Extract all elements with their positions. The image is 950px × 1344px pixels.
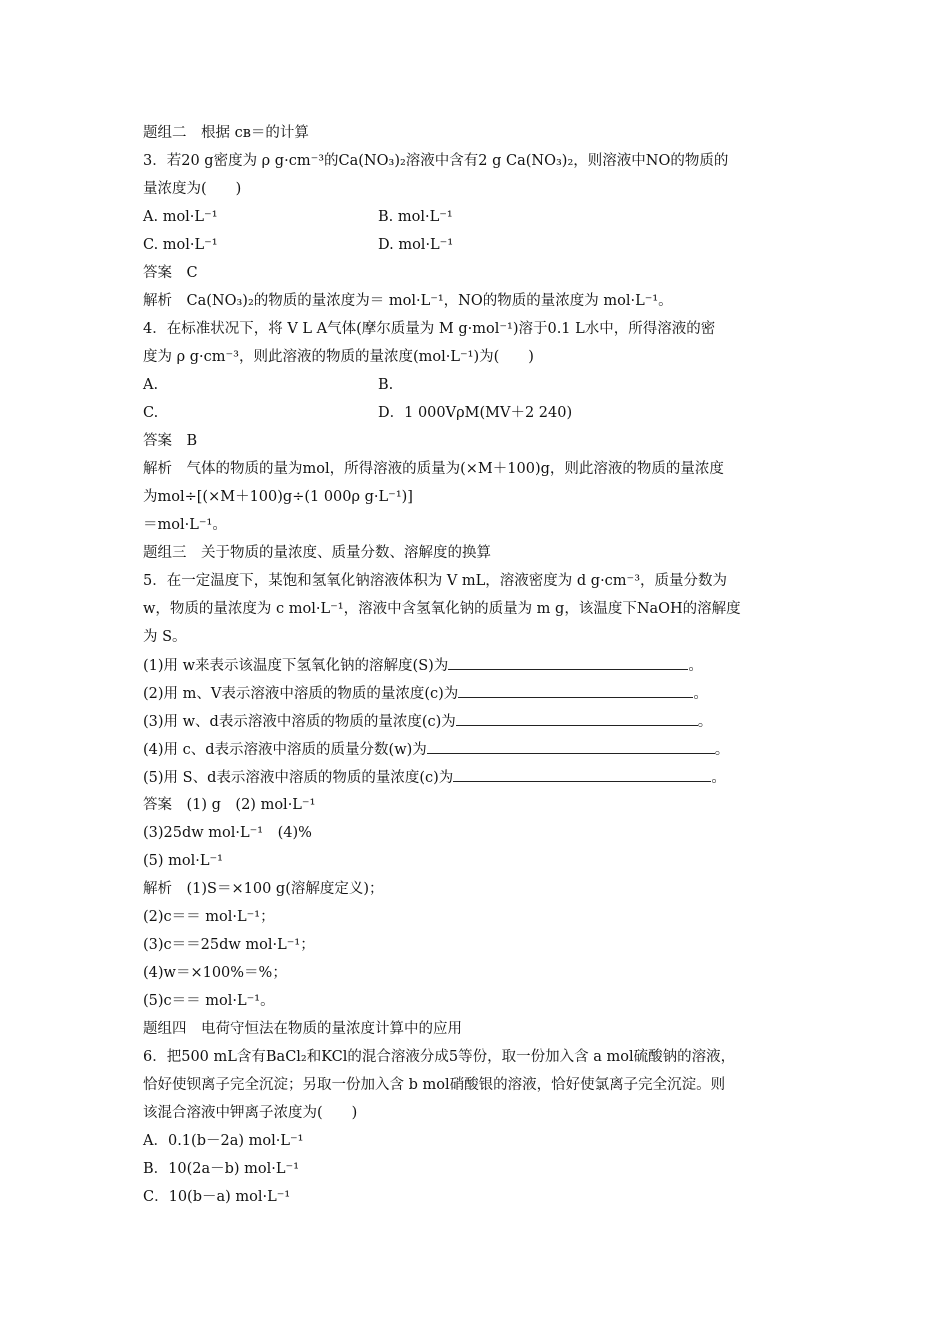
text-line-q5_5	[143, 767, 726, 787]
text-line-q6A	[143, 1131, 303, 1151]
line-text: 解析 (1)S＝×100 g(溶解度定义)；	[143, 881, 384, 897]
text-line-a5c	[143, 851, 223, 871]
text-line-e4c	[143, 515, 227, 535]
line-end-punct: 。	[693, 686, 708, 702]
line-text: C．10(b－a) mol·L⁻¹	[143, 1189, 291, 1205]
text-line-q3C	[143, 235, 218, 255]
text-line-q4a	[143, 319, 715, 339]
line-text: (2)用 m、V表示溶液中溶质的物质的量浓度(c)为	[143, 686, 459, 702]
line-text: (5) mol·L⁻¹	[143, 853, 223, 869]
line-text: 度为 ρ g·cm⁻³，则此溶液的物质的量浓度(mol·L⁻¹)为( )	[143, 349, 534, 365]
text-line-e5a	[143, 879, 384, 899]
text-line-q5_4	[143, 739, 729, 759]
text-line-q5b	[143, 599, 741, 619]
text-line-q5c	[143, 627, 187, 647]
text-line-e5c	[143, 935, 315, 955]
text-line-q3D	[378, 235, 453, 255]
section-heading-g2	[143, 123, 309, 143]
text-line-q6C	[143, 1187, 290, 1207]
text-line-q4b	[143, 347, 534, 367]
line-text: B. mol·L⁻¹	[378, 209, 453, 225]
line-text: 6．把500 mL含有BaCl₂和KCl的混合溶液分成5等份，取一份加入含 a mol硫酸钠的溶液，	[143, 1049, 736, 1065]
line-text: 该混合溶液中钾离子浓度为( )	[143, 1105, 358, 1121]
text-line-q5_3	[143, 711, 712, 731]
answer-blank	[427, 739, 715, 754]
text-line-q4A	[143, 375, 158, 395]
text-line-q5_1	[143, 655, 703, 675]
line-text: (5)用 S、d表示溶液中溶质的物质的量浓度(c)为	[143, 770, 454, 786]
line-text: 量浓度为( )	[143, 181, 242, 197]
text-line-q5_2	[143, 683, 708, 703]
line-text: 解析 气体的物质的量为mol，所得溶液的质量为(×M＋100)g，则此溶液的物质的量浓度	[143, 461, 724, 477]
line-text: (2)c＝＝ mol·L⁻¹；	[143, 909, 275, 925]
line-text: 恰好使钡离子完全沉淀；另取一份加入含 b mol硝酸银的溶液，恰好使氯离子完全沉淀。则	[143, 1077, 726, 1093]
line-text: 题组四 电荷守恒法在物质的量浓度计算中的应用	[143, 1021, 462, 1037]
line-end-punct: 。	[714, 742, 730, 758]
line-text: D. mol·L⁻¹	[378, 237, 454, 253]
line-text: A.	[143, 377, 159, 393]
line-text: D．1 000VρM(MV＋2 240)	[378, 405, 573, 421]
text-line-a3	[143, 263, 198, 283]
line-text: (4)用 c、d表示溶液中溶质的质量分数(w)为	[143, 742, 427, 758]
text-line-q4C	[143, 403, 158, 423]
text-line-q5a	[143, 571, 727, 591]
text-line-e4a	[143, 459, 724, 479]
text-line-q6c	[143, 1103, 357, 1123]
answer-blank	[448, 655, 688, 670]
text-line-q3b	[143, 179, 241, 199]
text-line-e3	[143, 291, 673, 311]
line-text: 为 S。	[143, 629, 187, 645]
section-heading-g3	[143, 543, 491, 563]
text-line-a4	[143, 431, 197, 451]
line-end-punct: 。	[697, 714, 713, 730]
text-line-q6b	[143, 1075, 725, 1095]
line-text: 题组二 根据 cʙ＝的计算	[143, 125, 309, 141]
answer-blank	[458, 683, 693, 698]
line-text: (1)用 w来表示该温度下氢氧化钠的溶解度(S)为	[143, 658, 449, 674]
line-text: (3)25dw mol·L⁻¹ (4)%	[143, 825, 312, 841]
line-text: A. mol·L⁻¹	[143, 209, 218, 225]
line-text: 答案 B	[143, 433, 198, 449]
text-line-q6a	[143, 1047, 735, 1067]
line-text: 题组三 关于物质的量浓度、质量分数、溶解度的换算	[143, 545, 491, 561]
text-line-e4b	[143, 487, 413, 507]
line-text: 4．在标准状况下，将 V L A气体(摩尔质量为 M g·mol⁻¹)溶于0.1 L水中，所得溶液的密	[143, 321, 716, 337]
text-line-q4B	[378, 375, 393, 395]
line-text: (5)c＝＝ mol·L⁻¹。	[143, 993, 275, 1009]
line-text: 为mol÷[(×M＋100)g÷(1 000ρ g·L⁻¹)]	[143, 489, 413, 505]
answer-blank	[456, 711, 698, 726]
line-text: C. mol·L⁻¹	[143, 237, 218, 253]
line-text: 答案 C	[143, 265, 198, 281]
line-text: A．0.1(b－2a) mol·L⁻¹	[143, 1133, 304, 1149]
text-line-q4D	[378, 403, 572, 423]
text-line-q6B	[143, 1159, 299, 1179]
line-end-punct: 。	[688, 658, 703, 674]
line-text: C.	[143, 405, 159, 421]
text-line-e5e	[143, 991, 275, 1011]
text-line-q3a	[143, 151, 728, 171]
line-text: w，物质的量浓度为 c mol·L⁻¹，溶液中含氢氧化钠的质量为 m g，该温度下NaOH的溶解度	[143, 601, 741, 617]
text-line-e5d	[143, 963, 287, 983]
line-text: (3)c＝＝25dw mol·L⁻¹；	[143, 937, 315, 953]
line-text: (3)用 w、d表示溶液中溶质的物质的量浓度(c)为	[143, 714, 456, 730]
text-line-q3B	[378, 207, 453, 227]
line-end-punct: 。	[711, 770, 726, 786]
line-text: (4)w＝×100%＝%；	[143, 965, 287, 981]
line-text: ＝mol·L⁻¹。	[143, 517, 227, 533]
line-text: B.	[378, 377, 394, 393]
section-heading-g4	[143, 1019, 462, 1039]
text-line-a5b	[143, 823, 312, 843]
line-text: 答案 (1) g (2) mol·L⁻¹	[143, 797, 316, 813]
line-text: 5．在一定温度下，某饱和氢氧化钠溶液体积为 V mL，溶液密度为 d g·cm⁻³，质量分数为	[143, 573, 728, 589]
text-line-a5a	[143, 795, 315, 815]
line-text: 3．若20 g密度为 ρ g·cm⁻³的Ca(NO₃)₂溶液中含有2 g Ca(NO₃)₂，则溶液中NO的物质的	[143, 153, 729, 169]
line-text: 解析 Ca(NO₃)₂的物质的量浓度为＝ mol·L⁻¹，NO的物质的量浓度为 mol·L⁻¹。	[143, 293, 673, 309]
text-line-e5b	[143, 907, 275, 927]
line-text: B．10(2a－b) mol·L⁻¹	[143, 1161, 300, 1177]
text-line-q3A	[143, 207, 218, 227]
answer-blank	[453, 767, 711, 782]
